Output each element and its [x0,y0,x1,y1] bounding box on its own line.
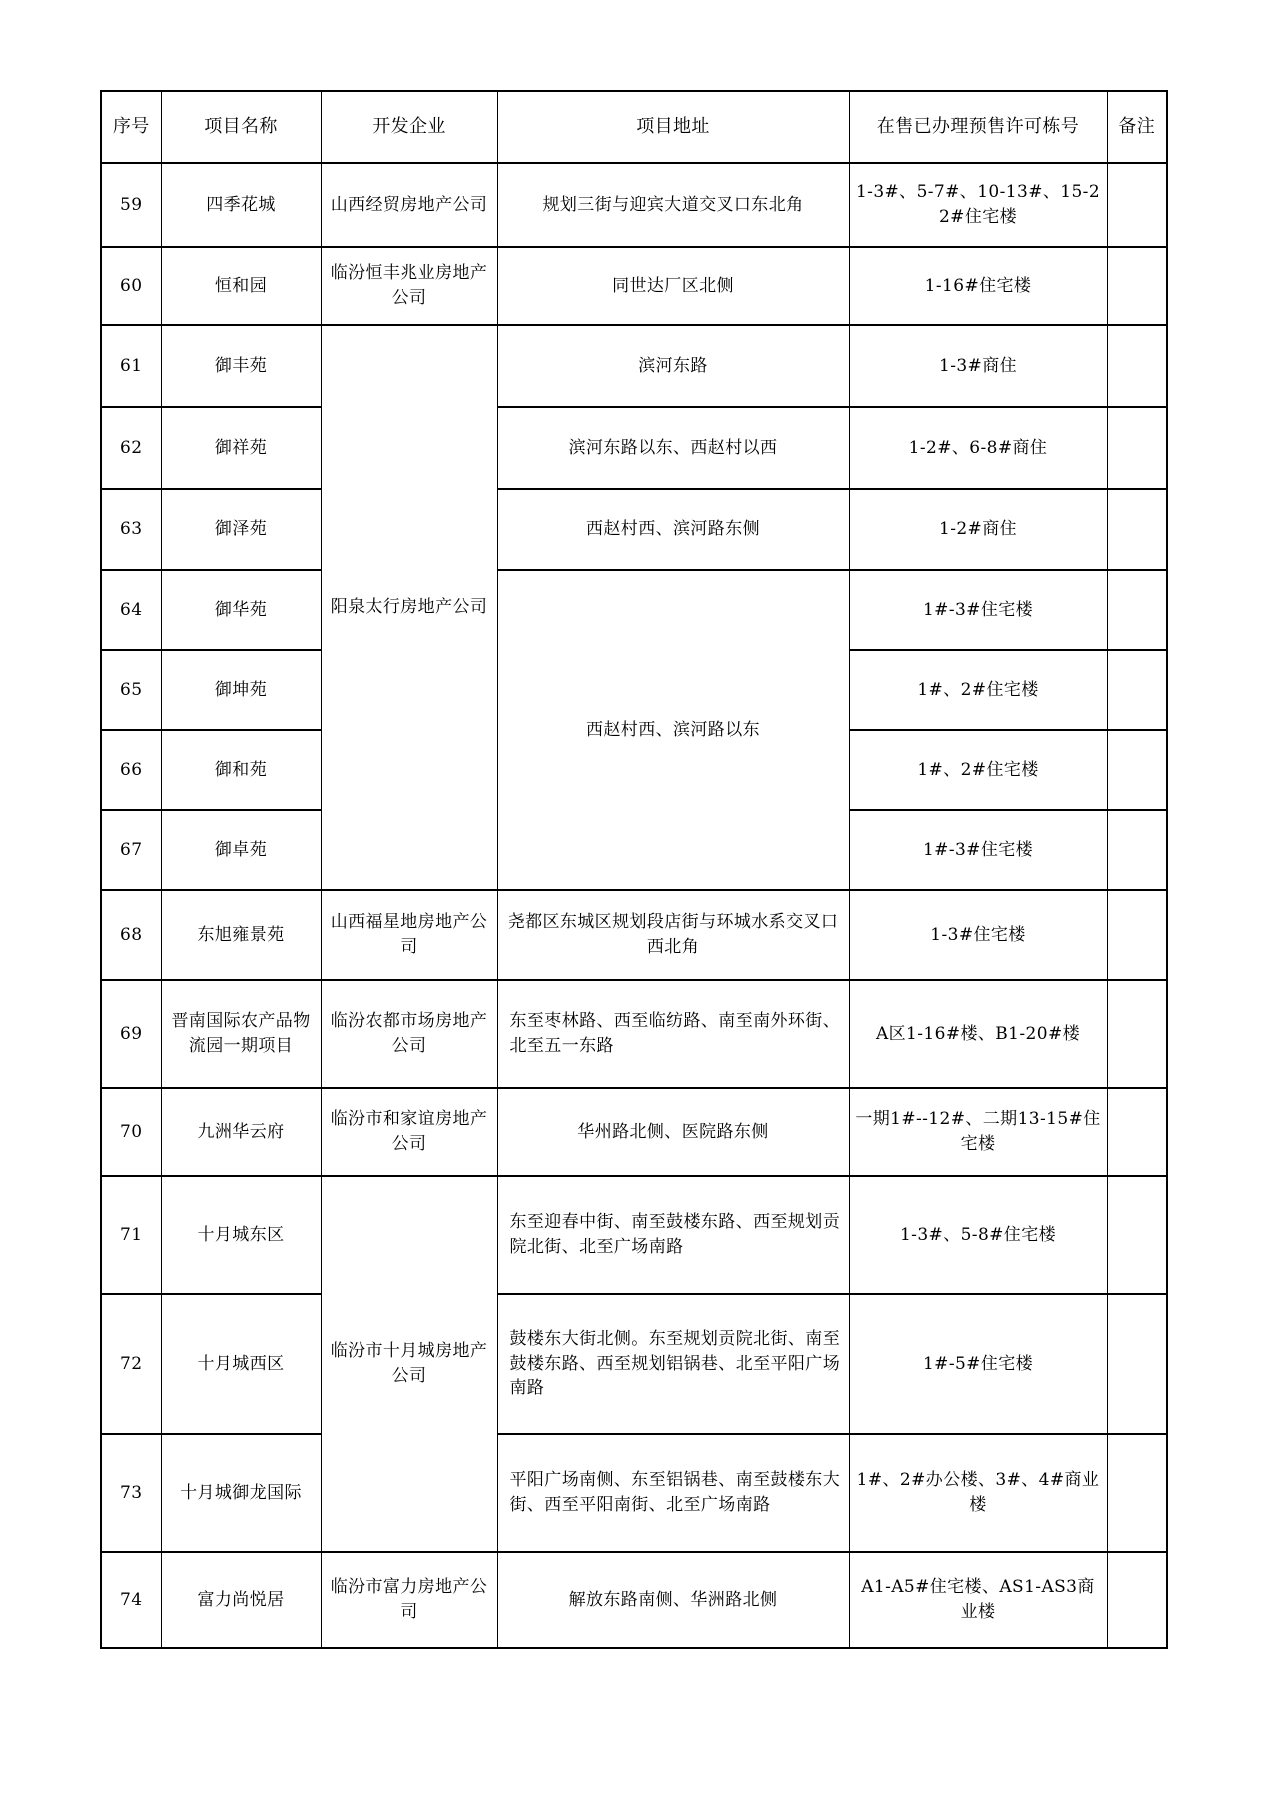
cell-seq: 72 [101,1294,161,1434]
cell-address: 尧都区东城区规划段店街与环城水系交叉口西北角 [497,890,849,980]
cell-seq: 63 [101,489,161,570]
cell-name: 晋南国际农产品物流园一期项目 [161,980,321,1088]
table-row [101,1552,1167,1648]
cell-developer: 临汾市和家谊房地产公司 [321,1088,497,1176]
cell-note [1107,890,1167,980]
cell-name: 四季花城 [161,163,321,247]
table-row [101,1434,1167,1552]
cell-buildings: A1-A5#住宅楼、AS1-AS3商业楼 [849,1552,1107,1648]
cell-address: 滨河东路以东、西赵村以西 [497,407,849,489]
cell-note [1107,407,1167,489]
cell-note [1107,570,1167,650]
cell-seq: 65 [101,650,161,730]
cell-name: 东旭雍景苑 [161,890,321,980]
cell-name: 御坤苑 [161,650,321,730]
cell-name: 御华苑 [161,570,321,650]
cell-developer: 临汾农都市场房地产公司 [321,980,497,1088]
table-row [101,407,1167,489]
cell-developer: 阳泉太行房地产公司 [321,325,497,890]
cell-buildings: 1-3#、5-8#住宅楼 [849,1176,1107,1294]
cell-note [1107,730,1167,810]
cell-note [1107,1294,1167,1434]
cell-developer: 临汾市十月城房地产公司 [321,1176,497,1552]
cell-developer: 临汾市富力房地产公司 [321,1552,497,1648]
column-header-seq: 序号 [101,91,161,163]
cell-address: 华州路北侧、医院路东侧 [497,1088,849,1176]
cell-buildings: 1#-3#住宅楼 [849,810,1107,890]
cell-note [1107,325,1167,407]
cell-address: 东至迎春中街、南至鼓楼东路、西至规划贡院北街、北至广场南路 [497,1176,849,1294]
cell-buildings: 1-3#商住 [849,325,1107,407]
cell-seq: 61 [101,325,161,407]
cell-note [1107,1088,1167,1176]
presale-registry-table-wrap [100,90,1166,1649]
cell-note [1107,163,1167,247]
cell-seq: 62 [101,407,161,489]
table-row [101,325,1167,407]
cell-note [1107,1176,1167,1294]
cell-buildings: 1-2#商住 [849,489,1107,570]
cell-buildings: 1-3#、5-7#、10-13#、15-22#住宅楼 [849,163,1107,247]
column-header-bldg: 在售已办理预售许可栋号 [849,91,1107,163]
cell-name: 十月城东区 [161,1176,321,1294]
cell-buildings: 一期1#--12#、二期13-15#住宅楼 [849,1088,1107,1176]
cell-seq: 67 [101,810,161,890]
table-header [101,91,1167,163]
cell-developer: 山西经贸房地产公司 [321,163,497,247]
cell-name: 御丰苑 [161,325,321,407]
presale-registry-table [100,90,1168,1649]
cell-note [1107,1552,1167,1648]
cell-address: 同世达厂区北侧 [497,247,849,325]
cell-name: 御卓苑 [161,810,321,890]
cell-address: 鼓楼东大街北侧。东至规划贡院北街、南至鼓楼东路、西至规划铝锅巷、北至平阳广场南路 [497,1294,849,1434]
column-header-dev: 开发企业 [321,91,497,163]
cell-name: 御泽苑 [161,489,321,570]
cell-developer: 山西福星地房地产公司 [321,890,497,980]
header-row [101,91,1167,163]
column-header-addr: 项目地址 [497,91,849,163]
cell-seq: 59 [101,163,161,247]
cell-buildings: A区1-16#楼、B1-20#楼 [849,980,1107,1088]
cell-seq: 70 [101,1088,161,1176]
table-row [101,489,1167,570]
table-row [101,1176,1167,1294]
cell-address: 东至枣林路、西至临纺路、南至南外环街、北至五一东路 [497,980,849,1088]
cell-note [1107,489,1167,570]
table-row [101,890,1167,980]
cell-name: 恒和园 [161,247,321,325]
table-row [101,247,1167,325]
table-body [101,163,1167,1648]
cell-note [1107,810,1167,890]
cell-developer: 临汾恒丰兆业房地产公司 [321,247,497,325]
cell-seq: 64 [101,570,161,650]
cell-seq: 71 [101,1176,161,1294]
cell-seq: 68 [101,890,161,980]
cell-address: 解放东路南侧、华洲路北侧 [497,1552,849,1648]
cell-buildings: 1-3#住宅楼 [849,890,1107,980]
cell-address: 平阳广场南侧、东至铝锅巷、南至鼓楼东大街、西至平阳南街、北至广场南路 [497,1434,849,1552]
table-row [101,570,1167,650]
cell-seq: 74 [101,1552,161,1648]
table-row [101,980,1167,1088]
table-row [101,163,1167,247]
cell-seq: 73 [101,1434,161,1552]
cell-buildings: 1#、2#办公楼、3#、4#商业楼 [849,1434,1107,1552]
cell-buildings: 1#、2#住宅楼 [849,730,1107,810]
cell-seq: 60 [101,247,161,325]
cell-name: 十月城西区 [161,1294,321,1434]
cell-address: 滨河东路 [497,325,849,407]
column-header-name: 项目名称 [161,91,321,163]
table-row [101,1088,1167,1176]
cell-note [1107,650,1167,730]
cell-seq: 69 [101,980,161,1088]
cell-name: 御和苑 [161,730,321,810]
column-header-note: 备注 [1107,91,1167,163]
cell-seq: 66 [101,730,161,810]
cell-buildings: 1#-3#住宅楼 [849,570,1107,650]
cell-note [1107,247,1167,325]
cell-address: 西赵村西、滨河路东侧 [497,489,849,570]
cell-address: 规划三街与迎宾大道交叉口东北角 [497,163,849,247]
cell-note [1107,1434,1167,1552]
cell-buildings: 1#-5#住宅楼 [849,1294,1107,1434]
cell-name: 御祥苑 [161,407,321,489]
cell-buildings: 1#、2#住宅楼 [849,650,1107,730]
cell-buildings: 1-16#住宅楼 [849,247,1107,325]
cell-address: 西赵村西、滨河路以东 [497,570,849,890]
cell-name: 九洲华云府 [161,1088,321,1176]
table-row [101,1294,1167,1434]
cell-name: 富力尚悦居 [161,1552,321,1648]
cell-buildings: 1-2#、6-8#商住 [849,407,1107,489]
cell-note [1107,980,1167,1088]
cell-name: 十月城御龙国际 [161,1434,321,1552]
